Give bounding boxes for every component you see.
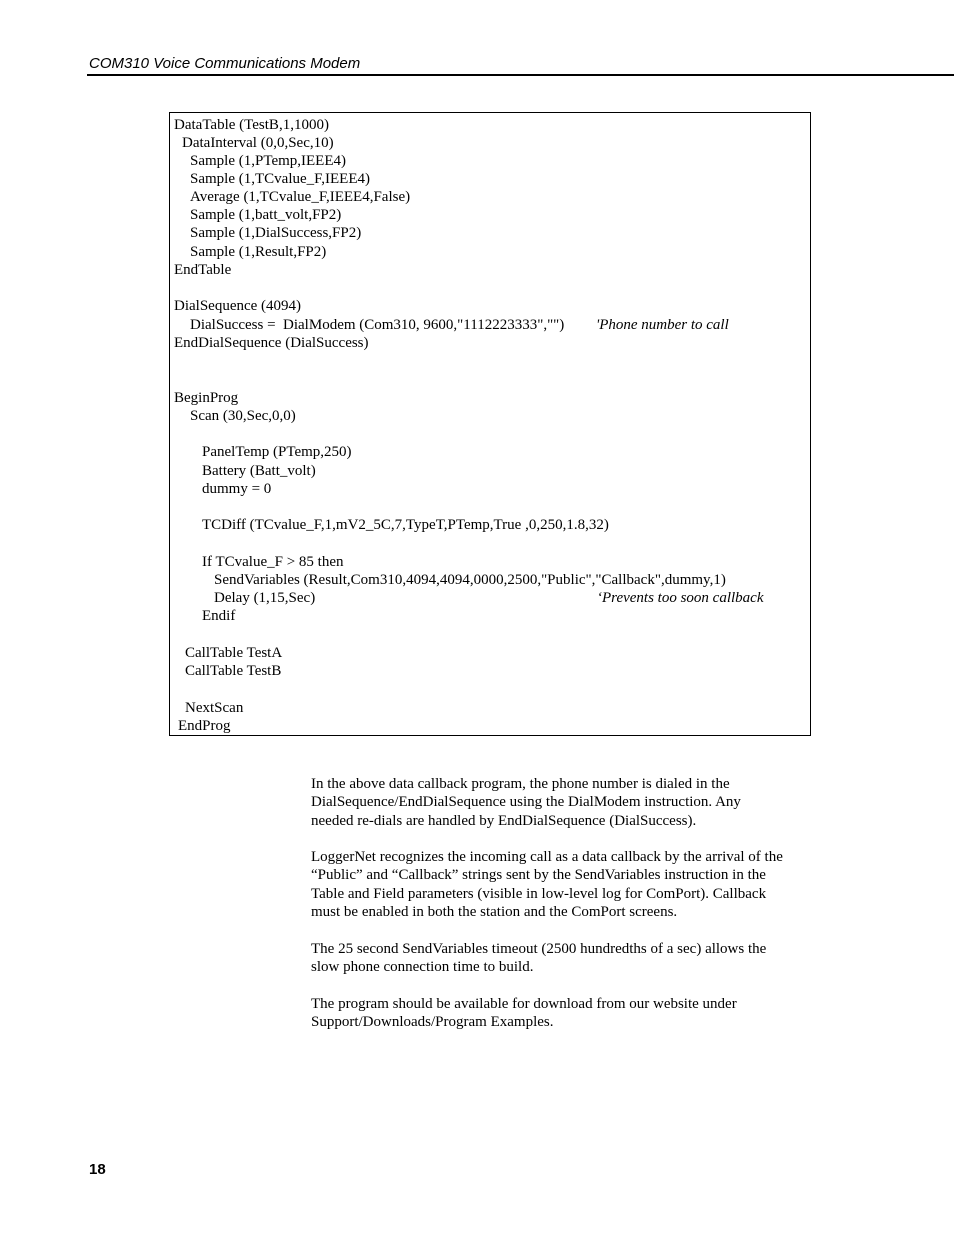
code-line: Sample (1,Result,FP2) xyxy=(190,244,327,260)
code-line: Battery (Batt_volt) xyxy=(202,463,316,479)
code-line: TCDiff (TCvalue_F,1,mV2_5C,7,TypeT,PTemp,True ,0,250,1.8,32) xyxy=(202,517,609,533)
code-comment: ‘Prevents too soon callback xyxy=(597,590,764,606)
page-number: 18 xyxy=(89,1161,106,1178)
code-line: BeginProg xyxy=(174,390,239,406)
code-line: Sample (1,DialSuccess,FP2) xyxy=(190,225,362,241)
code-line: Sample (1,TCvalue_F,IEEE4) xyxy=(190,171,371,187)
paragraph-line: Table and Field parameters (visible in low-level log for ComPort). Callback xyxy=(311,885,767,902)
code-line: EndTable xyxy=(174,262,232,278)
body-paragraph xyxy=(311,848,811,921)
code-line: Sample (1,PTemp,IEEE4) xyxy=(190,153,346,169)
code-line: dummy = 0 xyxy=(202,481,272,497)
paragraph-line: The program should be available for download from our website under xyxy=(311,996,737,1012)
paragraph-line: LoggerNet recognizes the incoming call as a data callback by the arrival of the xyxy=(311,849,783,865)
body-paragraph xyxy=(311,940,811,977)
header-rule xyxy=(87,74,954,76)
code-line: PanelTemp (PTemp,250) xyxy=(202,444,352,460)
paragraph-line: Support/Downloads/Program Examples. xyxy=(311,1014,554,1031)
paragraph-line: The 25 second SendVariables timeout (2500 hundredths of a sec) allows the xyxy=(311,941,767,957)
code-line: Average (1,TCvalue_F,IEEE4,False) xyxy=(190,189,411,205)
paragraph-line: DialSequence/EndDialSequence using the DialModem instruction. Any xyxy=(311,794,741,811)
paragraph-line: must be enabled in both the station and the ComPort screens. xyxy=(311,903,678,920)
paragraph-line: needed re-dials are handled by EndDialSequence (DialSuccess). xyxy=(311,812,697,829)
code-line: NextScan xyxy=(185,700,244,716)
code-listing-box xyxy=(169,112,811,736)
code-line: DialSequence (4094) xyxy=(174,298,302,314)
code-line: Scan (30,Sec,0,0) xyxy=(190,408,296,424)
body-paragraph xyxy=(311,995,811,1032)
code-line: If TCvalue_F > 85 then xyxy=(202,554,344,570)
code-line: Delay (1,15,Sec) xyxy=(214,590,316,606)
code-line: EndProg xyxy=(178,718,231,734)
code-line: DataInterval (0,0,Sec,10) xyxy=(182,135,334,151)
code-line: Sample (1,batt_volt,FP2) xyxy=(190,207,342,223)
paragraph-line: “Public” and “Callback” strings sent by the SendVariables instruction in the xyxy=(311,867,766,884)
code-line: SendVariables (Result,Com310,4094,4094,0000,2500,"Public","Callback",dummy,1) xyxy=(214,572,726,588)
code-line: DialSuccess = DialModem (Com310, 9600,"1112223333","") xyxy=(190,317,565,333)
code-line: EndDialSequence (DialSuccess) xyxy=(174,335,369,351)
code-line: CallTable TestA xyxy=(185,645,283,661)
code-line: DataTable (TestB,1,1000) xyxy=(174,117,329,133)
code-line: Endif xyxy=(202,608,236,624)
code-line: CallTable TestB xyxy=(185,663,282,679)
body-paragraph xyxy=(311,775,811,830)
paragraph-line: In the above data callback program, the phone number is dialed in the xyxy=(311,776,730,792)
paragraph-line: slow phone connection time to build. xyxy=(311,959,534,976)
running-header: COM310 Voice Communications Modem xyxy=(89,55,361,72)
code-comment: 'Phone number to call xyxy=(596,317,729,333)
